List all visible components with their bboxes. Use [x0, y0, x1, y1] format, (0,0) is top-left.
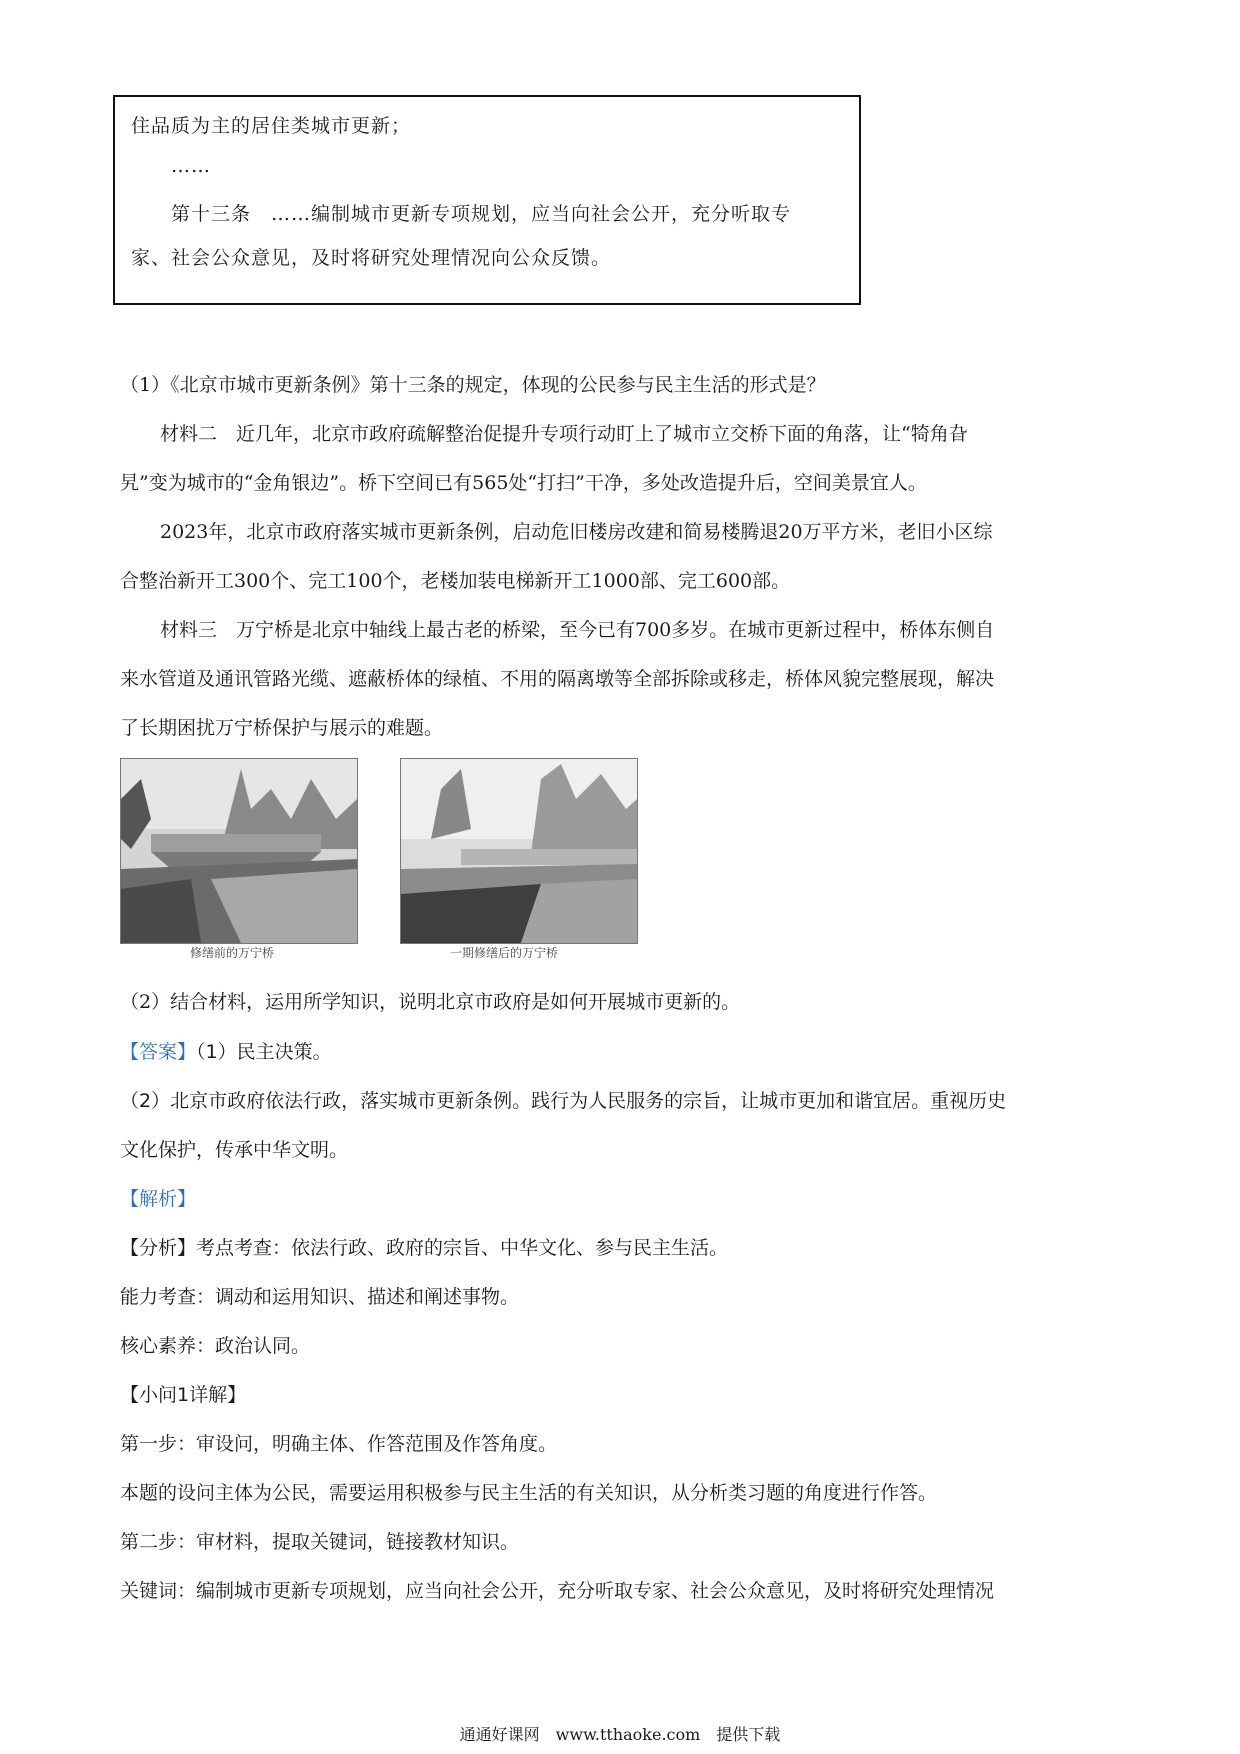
answer-2-line-2: 文化保护，传承中华文明。	[120, 1139, 349, 1161]
material2-line-4: 合整治新开工300个、完工100个，老楼加装电梯新开工1000部、完工600部。	[120, 570, 791, 592]
box-line-article-13: 第十三条 ……编制城市更新专项规划，应当向社会公开，充分听取专	[171, 203, 792, 225]
material2-line-2: 旯”变为城市的“金角银边”。桥下空间已有565处“打扫”干净，多处改造提升后，空间美景宜人。	[120, 472, 927, 494]
photo-bridge-after	[400, 758, 638, 944]
step-1: 第一步：审设问，明确主体、作答范围及作答角度。	[120, 1433, 558, 1455]
keywords: 关键词：编制城市更新专项规划，应当向社会公开，充分听取专家、社会公众意见，及时将研究处理情况	[120, 1580, 995, 1602]
step-1-text: 本题的设问主体为公民，需要运用积极参与民主生活的有关知识，从分析类习题的角度进行作答。	[120, 1482, 938, 1504]
question-1: （1）《北京市城市更新条例》第十三条的规定，体现的公民参与民主生活的形式是？	[120, 374, 826, 396]
box-line-ellipsis: ……	[171, 155, 211, 177]
answer-tag: 【答案】	[120, 1041, 197, 1063]
material-box	[113, 95, 861, 305]
material2-line-1: 材料二 近几年，北京市政府疏解整治促提升专项行动盯上了城市立交桥下面的角落，让“犄角旮	[160, 423, 968, 445]
footer-source: 通通好课网 www.tthaoke.com 提供下载	[459, 1725, 781, 1744]
box-line-1: 住品质为主的居住类城市更新；	[131, 115, 412, 137]
answer-1: （1）民主决策。	[196, 1041, 332, 1063]
material3-line-1: 材料三 万宁桥是北京中轴线上最古老的桥梁，至今已有700多岁。在城市更新过程中，桥体东侧自	[160, 619, 995, 641]
material3-line-2: 来水管道及通讯管路光缆、遮蔽桥体的绿植、不用的隔离墩等全部拆除或移走，桥体风貌完整展现，解决	[120, 668, 995, 690]
question-2: （2）结合材料，运用所学知识，说明北京市政府是如何开展城市更新的。	[120, 991, 741, 1013]
photo-bridge-before	[120, 758, 358, 944]
photo-bridge-after-image	[401, 759, 637, 943]
step-2: 第二步：审材料，提取关键词，链接教材知识。	[120, 1531, 520, 1553]
photo-caption-before: 修缮前的万宁桥	[190, 946, 275, 960]
sub-question-1-heading: 【小问1详解】	[120, 1384, 247, 1406]
analysis-core-literacy: 核心素养：政治认同。	[120, 1335, 311, 1357]
analysis-ability: 能力考查：调动和运用知识、描述和阐述事物。	[120, 1286, 520, 1308]
material3-line-3: 了长期困扰万宁桥保护与展示的难题。	[120, 717, 444, 739]
answer-2-line-1: （2）北京市政府依法行政，落实城市更新条例。践行为人民服务的宗旨，让城市更加和谐宜居。重视历史	[120, 1090, 1007, 1112]
analysis-tag: 【解析】	[120, 1188, 197, 1210]
photo-caption-after: 一期修缮后的万宁桥	[450, 946, 559, 960]
photo-bridge-before-image	[121, 759, 357, 943]
box-line-4: 家、社会公众意见，及时将研究处理情况向公众反馈。	[131, 247, 612, 269]
material2-line-3: 2023年，北京市政府落实城市更新条例，启动危旧楼房改建和简易楼腾退20万平方米，老旧小区综	[160, 521, 993, 543]
analysis-fenxi: 【分析】考点考查：依法行政、政府的宗旨、中华文化、参与民主生活。	[120, 1237, 729, 1259]
answer-row	[120, 1037, 332, 1064]
